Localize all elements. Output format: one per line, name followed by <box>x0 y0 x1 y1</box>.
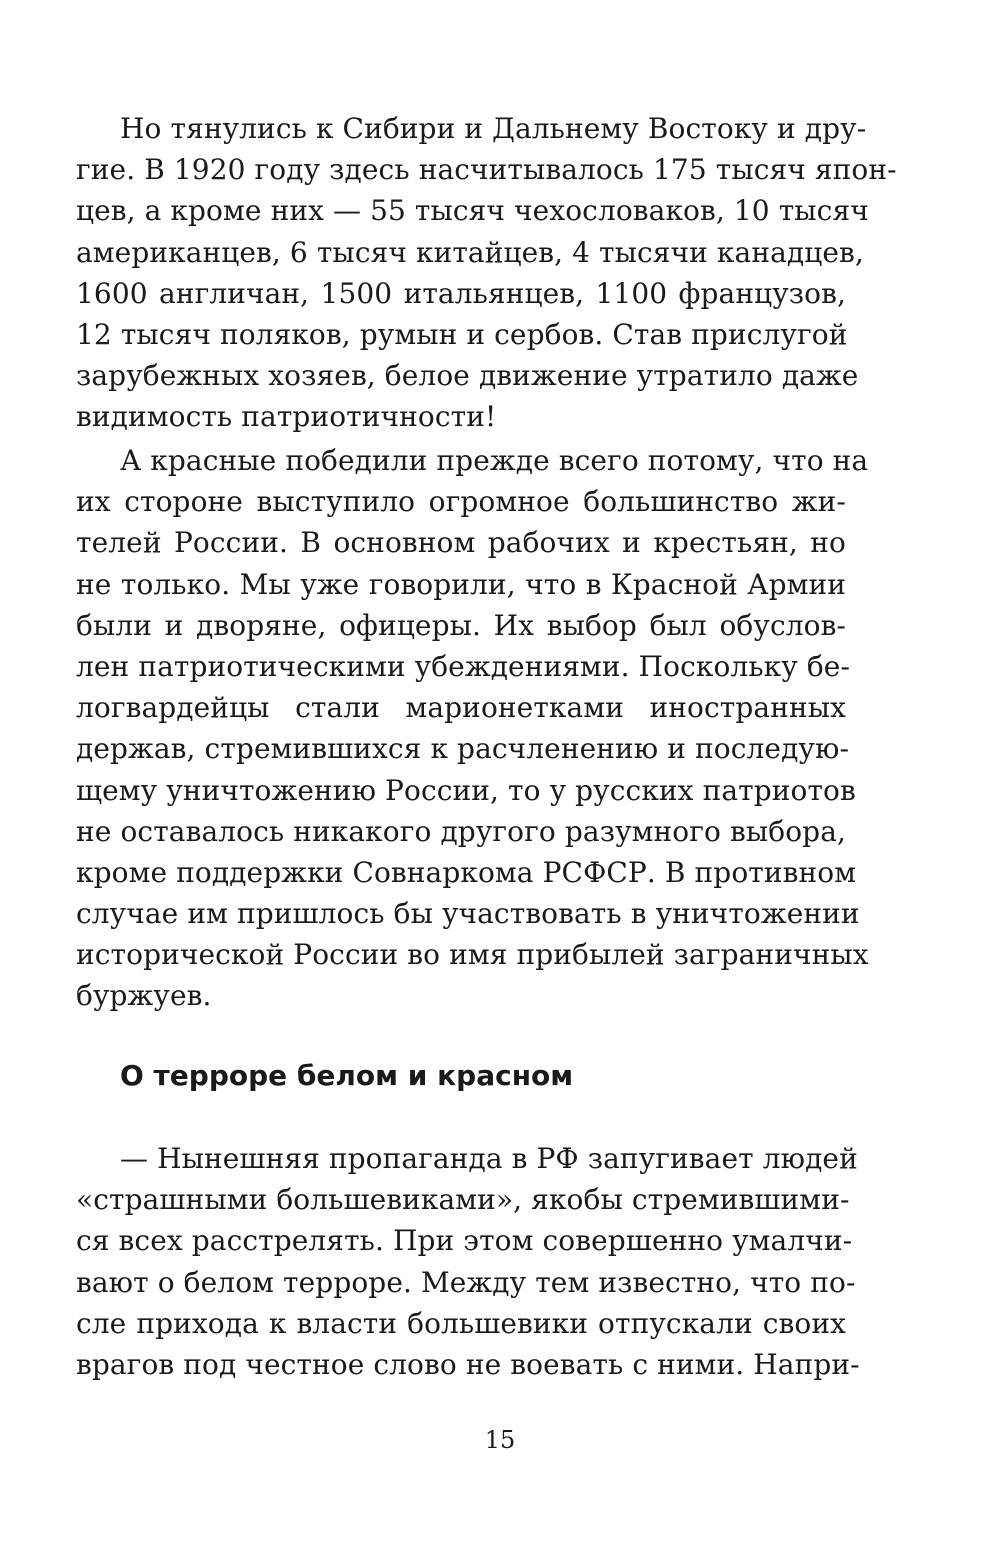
text-line: Но тянулись к Сибири и Дальнему Востоку и дру- <box>120 112 867 145</box>
text-line: кроме поддержки Совнаркома РСФСР. В противном <box>76 855 857 889</box>
text-line: логвардейцы стали марионетками иностранных <box>76 691 846 725</box>
text-line: вают о белом терроре. Между тем известно, что по- <box>76 1265 856 1299</box>
text-line: 1600 англичан, 1500 итальянцев, 1100 французов, <box>76 276 846 310</box>
paragraph-3 <box>76 1138 860 1385</box>
text-line: гие. В 1920 году здесь насчитывалось 175 тысяч япон- <box>76 153 897 187</box>
text-line: телей России. В основном рабочих и крестьян, но <box>76 526 846 560</box>
text-line: американцев, 6 тысяч китайцев, 4 тысячи канадцев, <box>76 235 864 269</box>
paragraph-1 <box>76 108 897 438</box>
text-line: не оставалось никакого другого разумного выбора, <box>76 814 846 848</box>
text-line: А красные победили прежде всего потому, что на <box>120 444 869 477</box>
text-line: щему уничтожению России, то у русских патриотов <box>76 773 856 807</box>
text-line: их стороне выступило огромное большинство жи- <box>76 485 846 519</box>
text-line: держав, стремившихся к расчленению и последую- <box>76 732 850 766</box>
section-heading: О терроре белом и красном <box>120 1059 574 1092</box>
text-line: были и дворяне, офицеры. Их выбор был обуслов- <box>76 608 846 642</box>
paragraph-2 <box>76 440 869 1017</box>
text-line: врагов под честное слово не воевать с ними. Напри- <box>76 1347 860 1381</box>
text-line: исторической России во имя прибылей заграничных <box>76 938 869 972</box>
text-line: не только. Мы уже говорили, что в Красной Армии <box>76 567 846 601</box>
text-line: случае им пришлось бы участвовать в уничтожении <box>76 897 860 931</box>
text-line: цев, а кроме них — 55 тысяч чехословаков, 10 тысяч <box>76 194 869 228</box>
text-line: зарубежных хозяев, белое движение утратило даже <box>76 359 859 393</box>
text-line: видимость патриотичности! <box>76 400 497 434</box>
text-line: — Нынешняя пропаганда в РФ запугивает людей <box>120 1142 858 1175</box>
text-line: сле прихода к власти большевики отпускали своих <box>76 1306 846 1340</box>
text-line: «страшными большевиками», якобы стремившими- <box>76 1183 850 1217</box>
text-line: 12 тысяч поляков, румын и сербов. Став прислугой <box>76 317 848 351</box>
page-number: 15 <box>484 1426 516 1454</box>
text-line: буржуев. <box>76 979 212 1013</box>
text-line: ся всех расстрелять. При этом совершенно умалчи- <box>76 1224 853 1258</box>
text-line: лен патриотическими убеждениями. Поскольку бе- <box>76 649 851 683</box>
